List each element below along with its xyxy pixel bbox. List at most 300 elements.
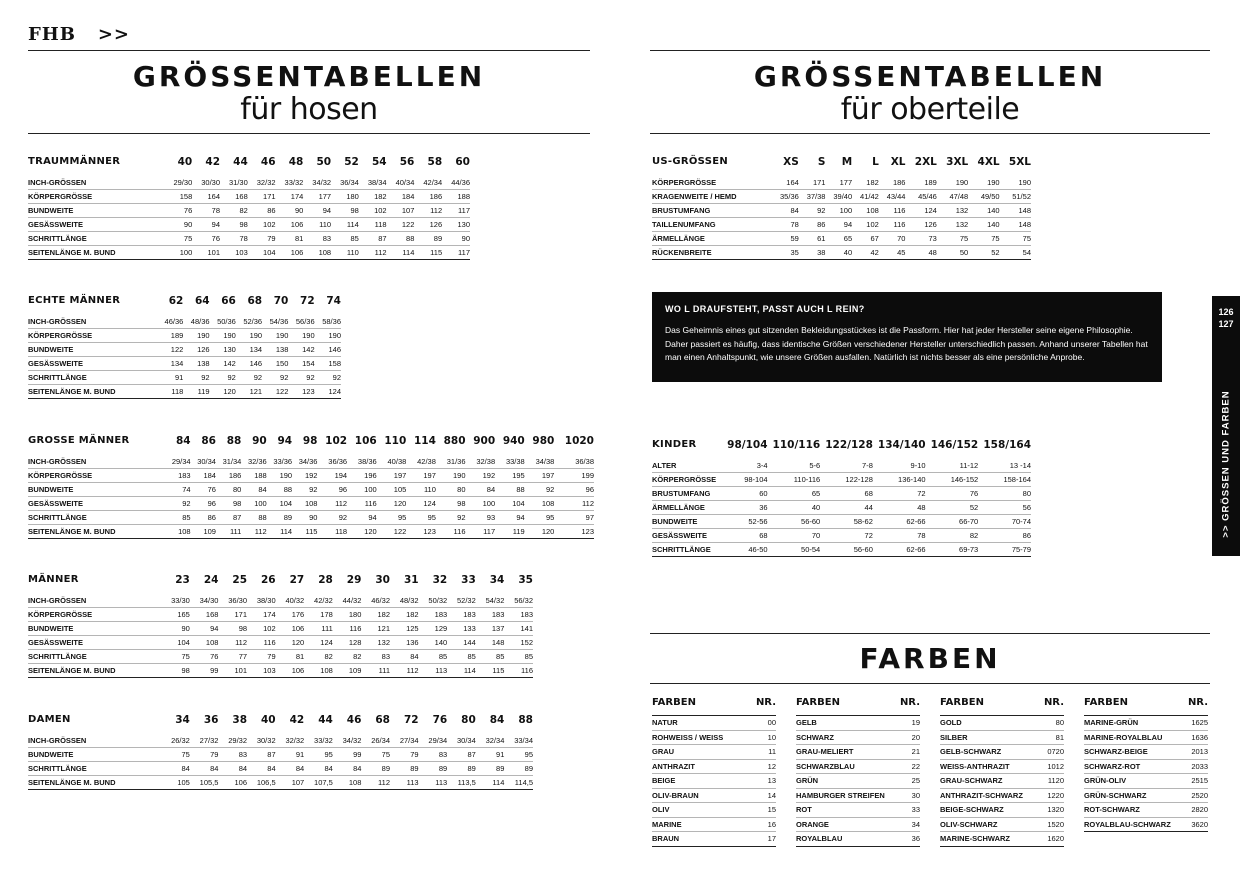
table-cell: 78 (873, 529, 926, 543)
table-cell: 100 (466, 497, 496, 511)
table-cell: 56-60 (768, 515, 821, 529)
color-name: GELB (796, 716, 897, 731)
color-row (796, 745, 920, 760)
table-cell: 111 (216, 525, 241, 539)
table-cell: 83 (361, 650, 390, 664)
color-name: SCHWARZ (796, 730, 897, 745)
table-cell: 124 (304, 636, 333, 650)
table-cell: 32/32 (248, 176, 276, 190)
table-row (28, 343, 341, 357)
table-cell: 196 (347, 469, 377, 483)
table-cell: 75 (968, 232, 999, 246)
table-cell: 116 (504, 664, 533, 678)
table-cell: 168 (220, 190, 248, 204)
size-header: 24 (203, 574, 219, 586)
table-cell: 80 (216, 483, 241, 497)
row-label: GESÄSSWEITE (28, 218, 164, 232)
size-header: 29 (346, 574, 362, 586)
table-cell: 9-10 (873, 459, 926, 473)
color-name: GRAU-MELIERT (796, 745, 897, 760)
table-cell: 33/38 (495, 455, 525, 469)
table-cell: 48/36 (183, 315, 209, 329)
table-cell: 40/38 (377, 455, 407, 469)
table-cell: 84 (772, 204, 799, 218)
table-cell: 33/34 (504, 734, 533, 748)
table-header-row (652, 156, 1031, 176)
table-cell: 36/36 (317, 455, 347, 469)
table-cell: 183 (447, 608, 476, 622)
table-cell: 75 (164, 232, 192, 246)
table-cell: 164 (772, 176, 799, 190)
table-cell: 190 (236, 329, 262, 343)
size-header: 102 (325, 435, 348, 447)
table-cell: 194 (317, 469, 347, 483)
table-cell: 54/36 (262, 315, 288, 329)
table-cell: 106 (218, 776, 247, 790)
table-row (652, 529, 1031, 543)
table-cell: 110 (406, 483, 436, 497)
table-row (652, 218, 1031, 232)
table-cell: 97 (554, 511, 594, 525)
color-name: WEISS-ANTHRAZIT (940, 759, 1040, 774)
color-row (652, 745, 776, 760)
table-cell: 79 (390, 748, 419, 762)
size-header: S (817, 156, 826, 168)
table-cell: 34/38 (525, 455, 555, 469)
table-cell: 120 (525, 525, 555, 539)
color-row (1084, 774, 1208, 789)
table-cell: 92 (210, 371, 236, 385)
table-cell: 46-50 (723, 543, 768, 557)
table-row (28, 483, 594, 497)
table-cell: 68 (723, 529, 768, 543)
table-cell: 91 (476, 748, 505, 762)
color-row (940, 774, 1064, 789)
size-header: 48 (288, 156, 304, 168)
table-cell: 93 (466, 511, 496, 525)
table-row (28, 636, 533, 650)
table-cell: 41/42 (852, 190, 879, 204)
color-row (652, 759, 776, 774)
color-number: 20 (897, 730, 920, 745)
table-cell: 32/32 (276, 734, 305, 748)
size-header: L (872, 156, 879, 168)
farben-title: FARBEN (859, 642, 1001, 675)
table-cell: 116 (436, 525, 466, 539)
table-cell: 82 (220, 204, 248, 218)
table-row (652, 501, 1031, 515)
table-cell: 56/32 (504, 594, 533, 608)
size-header: 980 (532, 435, 555, 447)
size-header: 106 (354, 435, 377, 447)
size-header: 86 (201, 435, 216, 447)
table-cell: 98 (436, 497, 466, 511)
table-cell: 111 (361, 664, 390, 678)
table-cell: 112 (317, 497, 347, 511)
table-cell: 92 (317, 511, 347, 525)
table-cell: 36/38 (554, 455, 594, 469)
table-cell: 42/34 (414, 176, 442, 190)
color-table-1 (652, 697, 776, 847)
table-cell: 123 (406, 525, 436, 539)
table-cell: 105 (161, 776, 190, 790)
table-cell: 128 (333, 636, 362, 650)
color-name: BEIGE (652, 774, 749, 789)
table-cell: 70 (879, 232, 906, 246)
table-cell: 33/36 (267, 455, 292, 469)
size-header: 52 (344, 156, 359, 168)
table-cell: 87 (247, 748, 276, 762)
table-cell: 114 (476, 776, 505, 790)
table-cell: 190 (262, 329, 288, 343)
divider (650, 633, 1210, 634)
table-cell: 174 (276, 190, 304, 204)
color-row (652, 774, 776, 789)
table-cell: 192 (466, 469, 496, 483)
color-header-row (652, 697, 776, 716)
table-cell: 186 (879, 176, 906, 190)
color-name: ORANGE (796, 817, 897, 832)
table-cell: 81 (276, 232, 304, 246)
color-number: 81 (1040, 730, 1064, 745)
table-cell: 140 (968, 218, 999, 232)
table-cell: 59 (772, 232, 799, 246)
table-cell: 66-70 (926, 515, 979, 529)
table-cell: 43/44 (879, 190, 906, 204)
table-cell: 40 (825, 246, 852, 260)
table-cell: 75-79 (978, 543, 1031, 557)
table-cell: 30/30 (192, 176, 220, 190)
table-cell: 90 (161, 622, 190, 636)
table-row (28, 371, 341, 385)
row-label: SEITENLÄNGE M. BUND (28, 525, 165, 539)
color-number: 17 (749, 832, 776, 847)
table-cell: 190 (210, 329, 236, 343)
table-cell: 116 (247, 636, 276, 650)
table-cell: 118 (157, 385, 183, 399)
table-cell: 84 (190, 762, 219, 776)
color-number: 21 (897, 745, 920, 760)
table-cell: 40 (768, 501, 821, 515)
table-cell: 120 (210, 385, 236, 399)
table-cell: 121 (236, 385, 262, 399)
table-cell: 95 (504, 748, 533, 762)
color-row (1084, 803, 1208, 818)
table-title: ECHTE MÄNNER (28, 295, 121, 306)
table-cell: 58/36 (315, 315, 341, 329)
color-number: 33 (897, 803, 920, 818)
size-header: 68 (247, 295, 263, 307)
table-cell: 56-60 (820, 543, 873, 557)
color-row (940, 730, 1064, 745)
table-cell: 101 (218, 664, 247, 678)
table-cell: 119 (495, 525, 525, 539)
table-cell: 89 (414, 232, 442, 246)
size-header: 98/104 (727, 439, 768, 451)
table-cell: 190 (183, 329, 209, 343)
table-cell: 197 (377, 469, 407, 483)
table-cell: 142 (210, 357, 236, 371)
table-cell: 62-66 (873, 543, 926, 557)
logo-text: FHB (28, 24, 76, 45)
table-cell: 75 (161, 748, 190, 762)
table-cell: 123 (288, 385, 314, 399)
size-header: 122/128 (825, 439, 873, 451)
table-cell: 3-4 (723, 459, 768, 473)
table-cell: 183 (419, 608, 448, 622)
table-cell: 104 (248, 246, 276, 260)
table-row (28, 218, 470, 232)
table-cell: 76 (191, 483, 216, 497)
table-cell: 113 (419, 776, 448, 790)
size-header: 54 (371, 156, 387, 168)
color-number: 1520 (1040, 817, 1064, 832)
row-label: BRUSTUMFANG (652, 204, 772, 218)
size-header: 70 (273, 295, 289, 307)
table-cell: 26/34 (361, 734, 390, 748)
table-cell: 104 (267, 497, 292, 511)
table-cell: 77 (218, 650, 247, 664)
table-cell: 81 (276, 650, 305, 664)
size-header: 4XL (977, 156, 1000, 168)
size-header: 74 (326, 295, 341, 307)
table-cell: 36 (723, 501, 768, 515)
table-cell: 137 (476, 622, 505, 636)
table-cell: 142 (288, 343, 314, 357)
size-header: 5XL (1008, 156, 1031, 168)
color-header-nr: NR. (749, 697, 776, 716)
color-name: MARINE-SCHWARZ (940, 832, 1040, 847)
table-cell: 76 (190, 650, 219, 664)
table-cell: 109 (333, 664, 362, 678)
table-cell: 89 (419, 762, 448, 776)
table-cell: 126 (905, 218, 936, 232)
color-name: SILBER (940, 730, 1040, 745)
color-name: ANTHRAZIT (652, 759, 749, 774)
table-cell: 96 (191, 497, 216, 511)
table-cell: 133 (447, 622, 476, 636)
table-cell: 50 (937, 246, 968, 260)
row-label: BUNDWEITE (28, 343, 157, 357)
table-cell: 46/36 (157, 315, 183, 329)
size-header: 114 (413, 435, 436, 447)
table-cell: 76 (926, 487, 979, 501)
table-cell: 115 (414, 246, 442, 260)
table-cell: 121 (361, 622, 390, 636)
table-row (28, 190, 470, 204)
color-row (652, 716, 776, 731)
table-cell: 30/32 (247, 734, 276, 748)
row-label: SEITENLÄNGE M. BUND (28, 385, 157, 399)
table-cell: 29/34 (165, 455, 190, 469)
logo-arrows: >> (97, 24, 130, 45)
table-cell: 190 (288, 329, 314, 343)
size-header: 36 (203, 714, 219, 726)
table-cell: 197 (406, 469, 436, 483)
color-row (796, 788, 920, 803)
color-number: 80 (1040, 716, 1064, 731)
table-header-row (28, 714, 533, 734)
color-row (1084, 817, 1208, 832)
size-header: 60 (455, 156, 470, 168)
table-cell: 177 (825, 176, 852, 190)
color-name: ANTHRAZIT-SCHWARZ (940, 788, 1040, 803)
table-cell: 146-152 (926, 473, 979, 487)
table-cell: 50/32 (419, 594, 448, 608)
table-row (652, 487, 1031, 501)
table-cell: 98 (216, 497, 241, 511)
table-cell: 199 (554, 469, 594, 483)
table-cell: 190 (1000, 176, 1031, 190)
table-cell: 192 (292, 469, 317, 483)
size-header: 158/164 (983, 439, 1031, 451)
table-cell: 188 (241, 469, 266, 483)
table-title: KINDER (652, 439, 697, 450)
row-label: KÖRPERGRÖSSE (652, 176, 772, 190)
table-cell: 108 (304, 664, 333, 678)
color-header-nr: NR. (897, 697, 920, 716)
color-header-row (1084, 697, 1208, 716)
table-cell: 106,5 (247, 776, 276, 790)
table-cell: 38/34 (359, 176, 387, 190)
row-label: BUNDWEITE (652, 515, 723, 529)
color-header-row (940, 697, 1064, 716)
table-cell: 79 (247, 650, 276, 664)
table-row (28, 246, 470, 260)
table-cell: 132 (937, 218, 968, 232)
size-header: 1020 (564, 435, 594, 447)
table-row (28, 511, 594, 525)
table-cell: 123 (554, 525, 594, 539)
color-number: 00 (749, 716, 776, 731)
table-cell: 124 (905, 204, 936, 218)
table-cell: 69-73 (926, 543, 979, 557)
color-row (1084, 745, 1208, 760)
page-title-right: GRÖSSENTABELLEN (753, 60, 1107, 93)
table-cell: 11-12 (926, 459, 979, 473)
table-cell: 103 (247, 664, 276, 678)
table-cell: 106 (276, 218, 304, 232)
table-cell: 68 (820, 487, 873, 501)
table-cell: 126 (414, 218, 442, 232)
color-name: GRAU-SCHWARZ (940, 774, 1040, 789)
table-cell: 60 (723, 487, 768, 501)
table-cell: 40/34 (387, 176, 415, 190)
table-cell: 102 (248, 218, 276, 232)
color-header-nr: NR. (1040, 697, 1064, 716)
table-cell: 29/30 (164, 176, 192, 190)
table-cell: 96 (554, 483, 594, 497)
table-cell: 27/34 (390, 734, 419, 748)
color-name: SCHWARZ-BEIGE (1084, 745, 1185, 760)
size-header: 27 (289, 574, 305, 586)
table-header-row (28, 156, 470, 176)
row-label: KÖRPERGRÖSSE (28, 608, 161, 622)
color-number: 19 (897, 716, 920, 731)
size-header: 26 (261, 574, 276, 586)
color-number: 22 (897, 759, 920, 774)
table-cell: 89 (447, 762, 476, 776)
table-cell: 88 (495, 483, 525, 497)
divider (650, 683, 1210, 684)
table-cell: 92 (436, 511, 466, 525)
table-cell: 54/32 (476, 594, 505, 608)
color-row (1084, 716, 1208, 731)
color-name: GRÜN (796, 774, 897, 789)
size-header: 40 (261, 714, 276, 726)
page-number: 126 (1218, 307, 1234, 317)
table-cell: 116 (879, 218, 906, 232)
table-cell: 84 (466, 483, 496, 497)
table-cell: 86 (191, 511, 216, 525)
table-cell: 182 (359, 190, 387, 204)
table-cell: 118 (317, 525, 347, 539)
row-label: TAILLENUMFANG (652, 218, 772, 232)
row-label: BUNDWEITE (28, 204, 164, 218)
table-cell: 74 (165, 483, 190, 497)
color-name: GRÜN-OLIV (1084, 774, 1185, 789)
table-cell: 178 (304, 608, 333, 622)
table-cell: 171 (218, 608, 247, 622)
size-header: XL (890, 156, 906, 168)
size-header: 34 (175, 714, 190, 726)
table-cell: 42/32 (304, 594, 333, 608)
table-cell: 84 (247, 762, 276, 776)
table-cell: 107 (276, 776, 305, 790)
table-cell: 188 (442, 190, 470, 204)
size-header: 35 (518, 574, 533, 586)
row-label: SEITENLÄNGE M. BUND (28, 664, 161, 678)
page-subtitle-left: für hosen (240, 92, 378, 127)
color-name: OLIV-SCHWARZ (940, 817, 1040, 832)
table-cell: 146 (315, 343, 341, 357)
table-header-row (652, 439, 1031, 459)
color-name: ROYALBLAU-SCHWARZ (1084, 817, 1185, 832)
color-row (796, 803, 920, 818)
table-cell: 102 (359, 204, 387, 218)
table-cell: 117 (442, 204, 470, 218)
row-label: INCH-GRÖSSEN (28, 455, 165, 469)
table-cell: 89 (390, 762, 419, 776)
row-label: BUNDWEITE (28, 622, 161, 636)
size-header: 23 (175, 574, 190, 586)
row-label: GESÄSSWEITE (28, 357, 157, 371)
table-cell: 117 (442, 246, 470, 260)
table-row (28, 357, 341, 371)
size-header: 66 (221, 295, 236, 307)
row-label: SCHRITTLÄNGE (28, 511, 165, 525)
size-header: 134/140 (877, 439, 926, 451)
table-cell: 136-140 (873, 473, 926, 487)
color-name: SCHWARZBLAU (796, 759, 897, 774)
table-cell: 102 (247, 622, 276, 636)
table-row (652, 232, 1031, 246)
table-cell: 92 (236, 371, 262, 385)
row-label: INCH-GRÖSSEN (28, 176, 164, 190)
table-title: TRAUMMÄNNER (28, 156, 121, 167)
color-table-4 (1084, 697, 1208, 832)
color-row (796, 730, 920, 745)
table-cell: 51/52 (1000, 190, 1031, 204)
table-cell: 103 (220, 246, 248, 260)
size-header: 68 (375, 714, 390, 726)
table-cell: 78 (192, 204, 220, 218)
size-header: 90 (252, 435, 267, 447)
table-cell: 114 (387, 246, 415, 260)
table-row (28, 748, 533, 762)
table-title: MÄNNER (28, 574, 79, 585)
table-cell: 112 (554, 497, 594, 511)
